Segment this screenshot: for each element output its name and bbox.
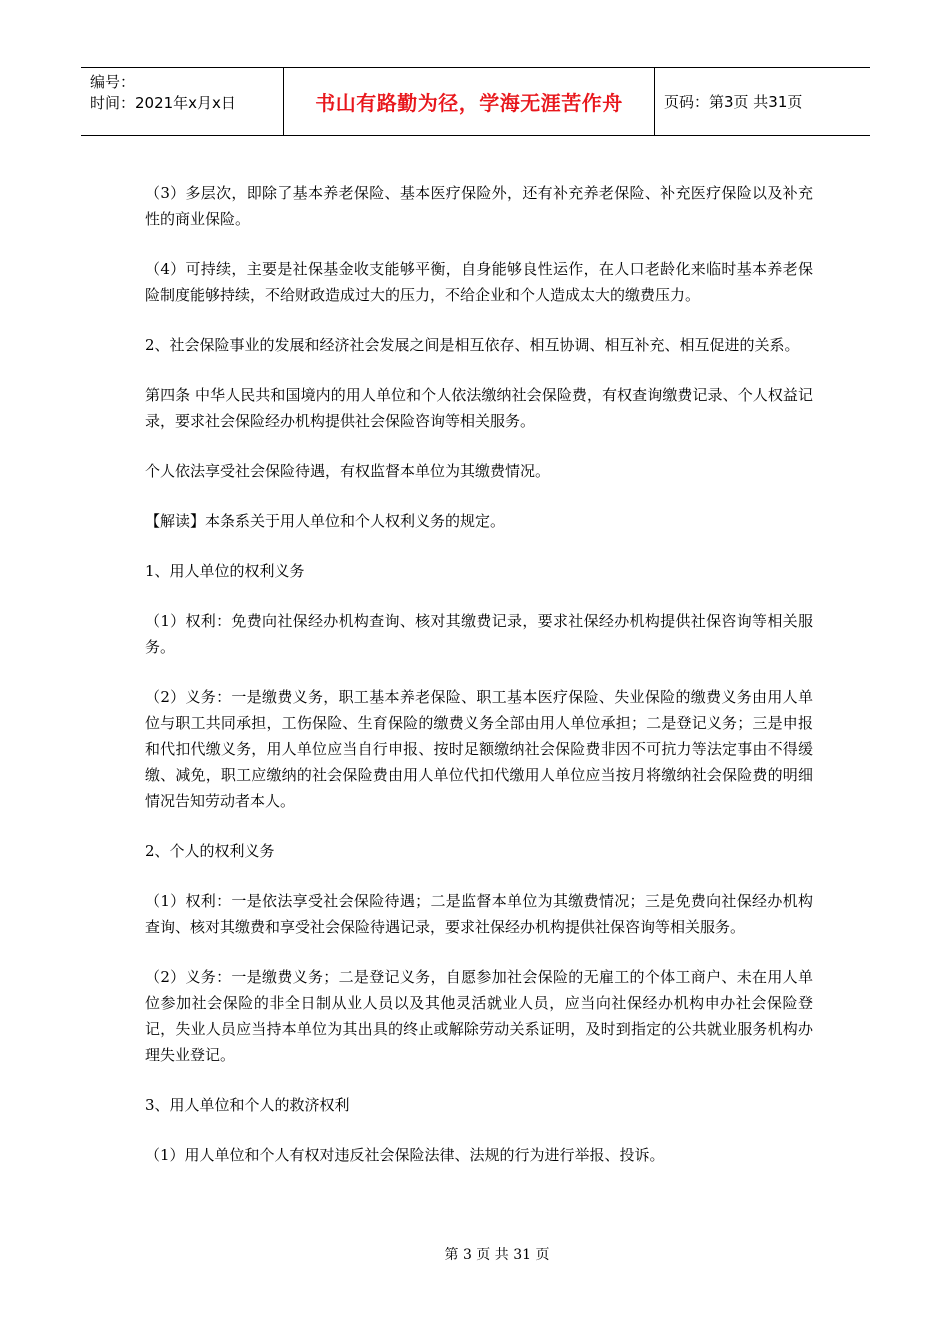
header-page-info: 页码：第3页 共31页 xyxy=(664,93,803,111)
paragraph: 个人依法享受社会保险待遇，有权监督本单位为其缴费情况。 xyxy=(145,462,551,480)
paragraph: （1）权利：免费向社保经办机构查询、核对其缴费记录，要求社保经办机构提供社保咨询等相关服务。 xyxy=(145,612,813,656)
page-footer: 第 3 页 共 31 页 xyxy=(444,1247,550,1263)
paragraph: （1）权利：一是依法享受社会保险待遇；二是监督本单位为其缴费情况；三是免费向社保经办机构查询、核对其缴费和享受社会保险待遇记录，要求社保经办机构提供社保咨询等相关服务。 xyxy=(145,892,813,936)
document-body xyxy=(145,180,813,1192)
page-header xyxy=(81,67,870,136)
header-motto: 书山有路勤为径，学海无涯苦作舟 xyxy=(283,68,655,135)
paragraph: （2）义务：一是缴费义务，职工基本养老保险、职工基本医疗保险、失业保险的缴费义务由用人单位与职工共同承担，工伤保险、生育保险的缴费义务全部由用人单位承担；二是登记义务；三是申报和代扣代缴义务，用人单位应当自行申报、按时足额缴纳社会保险费非因不可抗力等法定事由不得缓缴、减免，职工应缴纳的社会保险费由用人单位代扣代缴用人单位应当按月将缴纳社会保险费的明细情况告知劳动者本人。 xyxy=(145,688,813,810)
paragraph: 第四条 中华人民共和国境内的用人单位和个人依法缴纳社会保险费，有权查询缴费记录、个人权益记录，要求社会保险经办机构提供社会保险咨询等相关服务。 xyxy=(145,386,813,430)
section-heading: 1、用人单位的权利义务 xyxy=(145,562,305,580)
document-number-label: 编号： xyxy=(90,73,136,91)
paragraph: （2）义务：一是缴费义务；二是登记义务，自愿参加社会保险的无雇工的个体工商户、未在用人单位参加社会保险的非全日制从业人员以及其他灵活就业人员，应当向社保经办机构申办社会保险登记，失业人员应当持本单位为其出具的终止或解除劳动关系证明，及时到指定的公共就业服务机构办理失业登记。 xyxy=(145,968,813,1064)
section-heading: 2、个人的权利义务 xyxy=(145,842,275,860)
paragraph: 2、社会保险事业的发展和经济社会发展之间是相互依存、相互协调、相互补充、相互促进的关系。 xyxy=(145,336,800,354)
paragraph: （4）可持续，主要是社保基金收支能够平衡，自身能够良性运作，在人口老龄化来临时基本养老保险制度能够持续，不给财政造成过大的压力，不给企业和个人造成太大的缴费压力。 xyxy=(145,260,813,304)
paragraph: （1）用人单位和个人有权对违反社会保险法律、法规的行为进行举报、投诉。 xyxy=(145,1146,665,1164)
paragraph: （3）多层次，即除了基本养老保险、基本医疗保险外，还有补充养老保险、补充医疗保险以及补充性的商业保险。 xyxy=(145,184,813,228)
header-meta xyxy=(81,68,283,135)
section-heading: 3、用人单位和个人的救济权利 xyxy=(145,1096,350,1114)
paragraph: 【解读】本条系关于用人单位和个人权利义务的规定。 xyxy=(145,512,506,530)
document-time-label: 时间：2021年x月x日 xyxy=(90,94,236,112)
